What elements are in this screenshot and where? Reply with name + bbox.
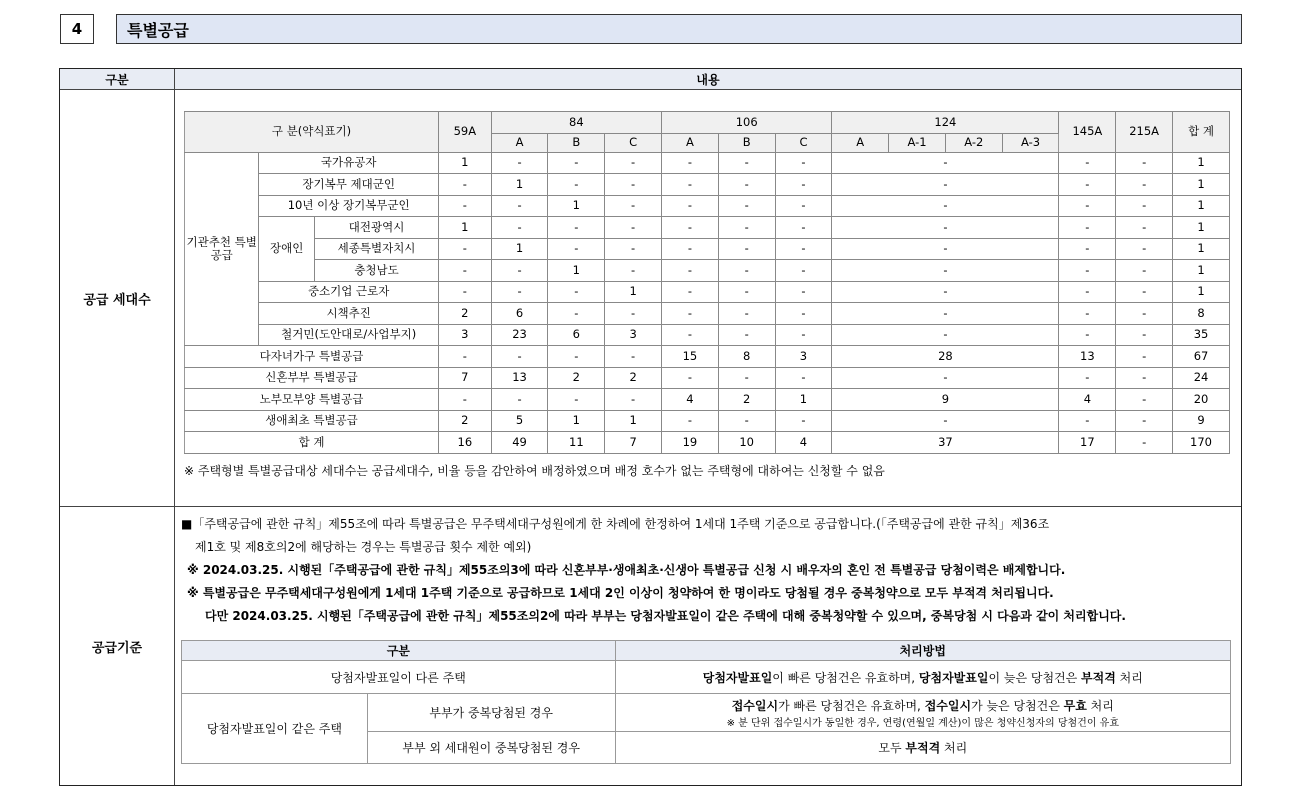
row-label: 생애최초 특별공급 — [185, 410, 439, 432]
value-cell: 35 — [1173, 324, 1230, 346]
value-cell: - — [1116, 260, 1173, 282]
value-cell: - — [718, 410, 775, 432]
value-cell: 4 — [662, 389, 719, 411]
value-cell: 6 — [491, 303, 548, 325]
value-cell: - — [1059, 410, 1116, 432]
row-label: 시책추진 — [259, 303, 439, 325]
value-cell: - — [718, 324, 775, 346]
row-label: 철거민(도안대로/사업부지) — [259, 324, 439, 346]
value-cell: - — [439, 174, 492, 196]
value-cell: - — [832, 195, 1059, 217]
value-cell: - — [1116, 281, 1173, 303]
criteria-line-2: 제1호 및 제8호의2에 해당하는 경우는 특별공급 횟수 제한 예외) — [195, 540, 532, 554]
table-row — [185, 152, 1230, 174]
sub-124-a: A — [832, 133, 889, 152]
value-cell: 13 — [1059, 346, 1116, 368]
criteria-line-4: ※ 특별공급은 무주택세대구성원에게 1세대 1주택 기준으로 공급하므로 1세대 2인 이상이 청약하여 한 명이라도 당첨될 경우 중복청약으로 모두 부적격 처리됩니다. — [187, 586, 1054, 600]
value-cell: - — [491, 389, 548, 411]
value-cell: 9 — [832, 389, 1059, 411]
group-label-disabled: 장애인 — [259, 217, 315, 282]
section-number: 4 — [60, 14, 94, 44]
table-row — [185, 281, 1230, 303]
value-cell: - — [605, 303, 662, 325]
value-cell: 9 — [1173, 410, 1230, 432]
value-cell: 4 — [775, 432, 832, 454]
table-row — [185, 346, 1230, 368]
value-cell: - — [605, 174, 662, 196]
proc-header-method: 처리방법 — [615, 641, 1230, 661]
value-cell: - — [548, 238, 605, 260]
value-cell: - — [605, 152, 662, 174]
header-col-category: 구분 — [60, 69, 174, 89]
value-cell: 1 — [548, 260, 605, 282]
section-title: 특별공급 — [116, 14, 1242, 44]
value-cell: - — [548, 281, 605, 303]
value-cell: 1 — [1173, 174, 1230, 196]
header-type-59a: 59A — [439, 112, 492, 153]
value-cell: - — [832, 303, 1059, 325]
value-cell: 16 — [439, 432, 492, 454]
value-cell: 1 — [1173, 217, 1230, 239]
value-cell: - — [662, 410, 719, 432]
value-cell: - — [1059, 281, 1116, 303]
value-cell: 170 — [1173, 432, 1230, 454]
value-cell: - — [1116, 367, 1173, 389]
sub-84-a: A — [491, 133, 548, 152]
value-cell: - — [548, 303, 605, 325]
value-cell: - — [718, 303, 775, 325]
value-cell: - — [1116, 303, 1173, 325]
value-cell: - — [832, 217, 1059, 239]
value-cell: - — [1116, 432, 1173, 454]
value-cell: - — [718, 260, 775, 282]
value-cell: 10 — [718, 432, 775, 454]
value-cell: 1 — [1173, 281, 1230, 303]
table-row — [185, 238, 1230, 260]
value-cell: 2 — [548, 367, 605, 389]
value-cell: 7 — [439, 367, 492, 389]
value-cell: 17 — [1059, 432, 1116, 454]
value-cell: - — [1059, 324, 1116, 346]
header-category: 구 분(약식표기) — [185, 112, 439, 153]
table-row — [185, 303, 1230, 325]
value-cell: - — [775, 281, 832, 303]
value-cell: 1 — [439, 152, 492, 174]
value-cell: 3 — [605, 324, 662, 346]
value-cell: - — [718, 217, 775, 239]
row-label: 대전광역시 — [315, 217, 439, 239]
row-label-supply-count: 공급 세대수 — [83, 292, 151, 308]
value-cell: - — [775, 410, 832, 432]
value-cell: 1 — [605, 281, 662, 303]
value-cell: - — [1059, 260, 1116, 282]
value-cell: - — [439, 195, 492, 217]
value-cell: - — [775, 260, 832, 282]
value-cell: - — [832, 260, 1059, 282]
sub-84-c: C — [605, 133, 662, 152]
value-cell: 2 — [439, 303, 492, 325]
value-cell: - — [718, 152, 775, 174]
value-cell: 19 — [662, 432, 719, 454]
proc-method-couple: 접수일시가 빠른 당첨건은 유효하며, 접수일시가 늦은 당첨건은 무효 처리 ※ 분 단위 접수일시가 동일한 경우, 연령(연월일 계산)이 많은 청약신청자의 당첨건이 유효 — [615, 694, 1230, 732]
value-cell: - — [605, 217, 662, 239]
value-cell: 37 — [832, 432, 1059, 454]
value-cell: - — [439, 389, 492, 411]
value-cell: 1 — [548, 410, 605, 432]
proc-couple-note: ※ 분 단위 접수일시가 동일한 경우, 연령(연월일 계산)이 많은 청약신청자의 당첨건이 유효 — [726, 717, 1119, 729]
value-cell: 3 — [439, 324, 492, 346]
proc-row-diff-date: 당첨자발표일이 다른 주택 — [182, 661, 616, 694]
value-cell: - — [491, 217, 548, 239]
value-cell: - — [832, 281, 1059, 303]
value-cell: - — [605, 389, 662, 411]
value-cell: - — [662, 195, 719, 217]
criteria-line-5: 다만 2024.03.25. 시행된「주택공급에 관한 규칙」제55조의2에 따라 부부는 당첨자발표일이 같은 주택에 대해 중복청약할 수 있으며, 중복당첨 시 다음과 같이 처리합니다. — [205, 609, 1126, 623]
value-cell: - — [775, 217, 832, 239]
value-cell: 1 — [491, 174, 548, 196]
value-cell: - — [662, 238, 719, 260]
criteria-line-3: ※ 2024.03.25. 시행된「주택공급에 관한 규칙」제55조의3에 따라 신혼부부·생애최초·신생아 특별공급 신청 시 배우자의 혼인 전 특별공급 당첨이력은 배제합니다. — [187, 563, 1066, 577]
value-cell: - — [1116, 389, 1173, 411]
value-cell: - — [548, 389, 605, 411]
value-cell: - — [1116, 152, 1173, 174]
value-cell: - — [1059, 174, 1116, 196]
value-cell: - — [548, 174, 605, 196]
header-total: 합 계 — [1173, 112, 1230, 153]
sub-124-a1: A-1 — [889, 133, 946, 152]
value-cell: - — [775, 152, 832, 174]
value-cell: - — [662, 217, 719, 239]
value-cell: 1 — [439, 217, 492, 239]
value-cell: - — [1059, 238, 1116, 260]
duplicate-handling-table — [181, 640, 1231, 764]
proc-method-diff-date: 당첨자발표일이 빠른 당첨건은 유효하며, 당첨자발표일이 늦은 당첨건은 부적격 처리 — [615, 661, 1230, 694]
value-cell: 1 — [1173, 238, 1230, 260]
value-cell: - — [491, 346, 548, 368]
table-row — [185, 410, 1230, 432]
value-cell: - — [439, 260, 492, 282]
row-label: 장기복무 제대군인 — [259, 174, 439, 196]
value-cell: - — [605, 260, 662, 282]
value-cell: - — [491, 281, 548, 303]
sub-124-a3: A-3 — [1002, 133, 1059, 152]
value-cell: 67 — [1173, 346, 1230, 368]
row-label: 노부모부양 특별공급 — [185, 389, 439, 411]
value-cell: 1 — [548, 195, 605, 217]
row-label: 충청남도 — [315, 260, 439, 282]
sub-84-b: B — [548, 133, 605, 152]
value-cell: 3 — [775, 346, 832, 368]
value-cell: 5 — [491, 410, 548, 432]
group-label-agency: 기관추천 특별공급 — [185, 152, 259, 346]
value-cell: - — [662, 324, 719, 346]
proc-row-same-date: 당첨자발표일이 같은 주택 — [182, 694, 368, 764]
value-cell: 1 — [775, 389, 832, 411]
value-cell: 1 — [1173, 152, 1230, 174]
value-cell: - — [1116, 238, 1173, 260]
value-cell: - — [718, 367, 775, 389]
value-cell: - — [662, 152, 719, 174]
value-cell: - — [1059, 367, 1116, 389]
value-cell: - — [1116, 174, 1173, 196]
value-cell: 4 — [1059, 389, 1116, 411]
sub-106-a: A — [662, 133, 719, 152]
value-cell: - — [832, 152, 1059, 174]
value-cell: - — [548, 152, 605, 174]
table-row — [185, 367, 1230, 389]
sub-124-a2: A-2 — [945, 133, 1002, 152]
value-cell: - — [775, 324, 832, 346]
header-type-124: 124 — [832, 112, 1059, 134]
value-cell: - — [1059, 195, 1116, 217]
value-cell: 2 — [605, 367, 662, 389]
value-cell: 2 — [439, 410, 492, 432]
value-cell: - — [491, 152, 548, 174]
row-label: 다자녀가구 특별공급 — [185, 346, 439, 368]
value-cell: - — [548, 346, 605, 368]
value-cell: - — [718, 174, 775, 196]
table-row — [185, 174, 1230, 196]
value-cell: - — [662, 367, 719, 389]
value-cell: 23 — [491, 324, 548, 346]
value-cell: - — [439, 346, 492, 368]
value-cell: - — [1116, 195, 1173, 217]
value-cell: 1 — [1173, 260, 1230, 282]
value-cell: - — [775, 195, 832, 217]
value-cell: 8 — [718, 346, 775, 368]
value-cell: 28 — [832, 346, 1059, 368]
value-cell: 8 — [1173, 303, 1230, 325]
value-cell: 11 — [548, 432, 605, 454]
header-type-106: 106 — [662, 112, 832, 134]
value-cell: - — [1116, 217, 1173, 239]
value-cell: - — [1116, 410, 1173, 432]
value-cell: - — [548, 217, 605, 239]
value-cell: 2 — [718, 389, 775, 411]
value-cell: 1 — [1173, 195, 1230, 217]
value-cell: - — [491, 260, 548, 282]
value-cell: 6 — [548, 324, 605, 346]
value-cell: - — [605, 195, 662, 217]
value-cell: - — [718, 281, 775, 303]
value-cell: - — [832, 324, 1059, 346]
value-cell: - — [1059, 303, 1116, 325]
value-cell: - — [775, 238, 832, 260]
value-cell: - — [439, 238, 492, 260]
value-cell: - — [662, 260, 719, 282]
value-cell: - — [605, 346, 662, 368]
value-cell: 1 — [605, 410, 662, 432]
table-row — [185, 217, 1230, 239]
value-cell: 15 — [662, 346, 719, 368]
value-cell: - — [832, 174, 1059, 196]
value-cell: - — [662, 174, 719, 196]
sub-106-b: B — [718, 133, 775, 152]
table-row — [185, 389, 1230, 411]
table-row — [185, 260, 1230, 282]
table-row — [185, 195, 1230, 217]
value-cell: - — [832, 238, 1059, 260]
value-cell: - — [1059, 217, 1116, 239]
row-label-supply-criteria: 공급기준 — [91, 640, 143, 656]
value-cell: 1 — [491, 238, 548, 260]
value-cell: 13 — [491, 367, 548, 389]
value-cell: 7 — [605, 432, 662, 454]
value-cell: - — [439, 281, 492, 303]
header-col-content: 내용 — [175, 69, 1241, 89]
proc-row-couple: 부부가 중복당첨된 경우 — [367, 694, 615, 732]
value-cell: - — [718, 195, 775, 217]
value-cell: - — [662, 303, 719, 325]
row-label: 합 계 — [185, 432, 439, 454]
row-label: 10년 이상 장기복무군인 — [259, 195, 439, 217]
value-cell: - — [718, 238, 775, 260]
proc-method-other-member: 모두 부적격 처리 — [615, 732, 1230, 764]
value-cell: - — [662, 281, 719, 303]
header-type-215a: 215A — [1116, 112, 1173, 153]
row-label: 국가유공자 — [259, 152, 439, 174]
header-type-145a: 145A — [1059, 112, 1116, 153]
table-row — [185, 432, 1230, 454]
value-cell: - — [605, 238, 662, 260]
sub-106-c: C — [775, 133, 832, 152]
value-cell: - — [775, 174, 832, 196]
value-cell: 20 — [1173, 389, 1230, 411]
row-label: 세종특별자치시 — [315, 238, 439, 260]
proc-header-category: 구분 — [182, 641, 616, 661]
row-label: 중소기업 근로자 — [259, 281, 439, 303]
value-cell: - — [491, 195, 548, 217]
row-label: 신혼부부 특별공급 — [185, 367, 439, 389]
supply-note: ※ 주택형별 특별공급대상 세대수는 공급세대수, 비율 등을 감안하여 배정하였으며 배정 호수가 없는 주택형에 대하여는 신청할 수 없음 — [184, 464, 885, 478]
value-cell: - — [775, 367, 832, 389]
value-cell: - — [775, 303, 832, 325]
value-cell: - — [832, 410, 1059, 432]
value-cell: 49 — [491, 432, 548, 454]
proc-row-other-member: 부부 외 세대원이 중복당첨된 경우 — [367, 732, 615, 764]
value-cell: - — [1116, 324, 1173, 346]
value-cell: - — [1059, 152, 1116, 174]
value-cell: - — [1116, 346, 1173, 368]
value-cell: 24 — [1173, 367, 1230, 389]
table-row — [185, 324, 1230, 346]
header-type-84: 84 — [491, 112, 661, 134]
supply-count-table — [184, 111, 1230, 454]
criteria-text — [181, 513, 1241, 628]
criteria-line-1: ■「주택공급에 관한 규칙」제55조에 따라 특별공급은 무주택세대구성원에게 한 차례에 한정하여 1세대 1주택 기준으로 공급합니다.(「주택공급에 관한 규칙」제36조 — [181, 517, 1050, 531]
value-cell: - — [832, 367, 1059, 389]
